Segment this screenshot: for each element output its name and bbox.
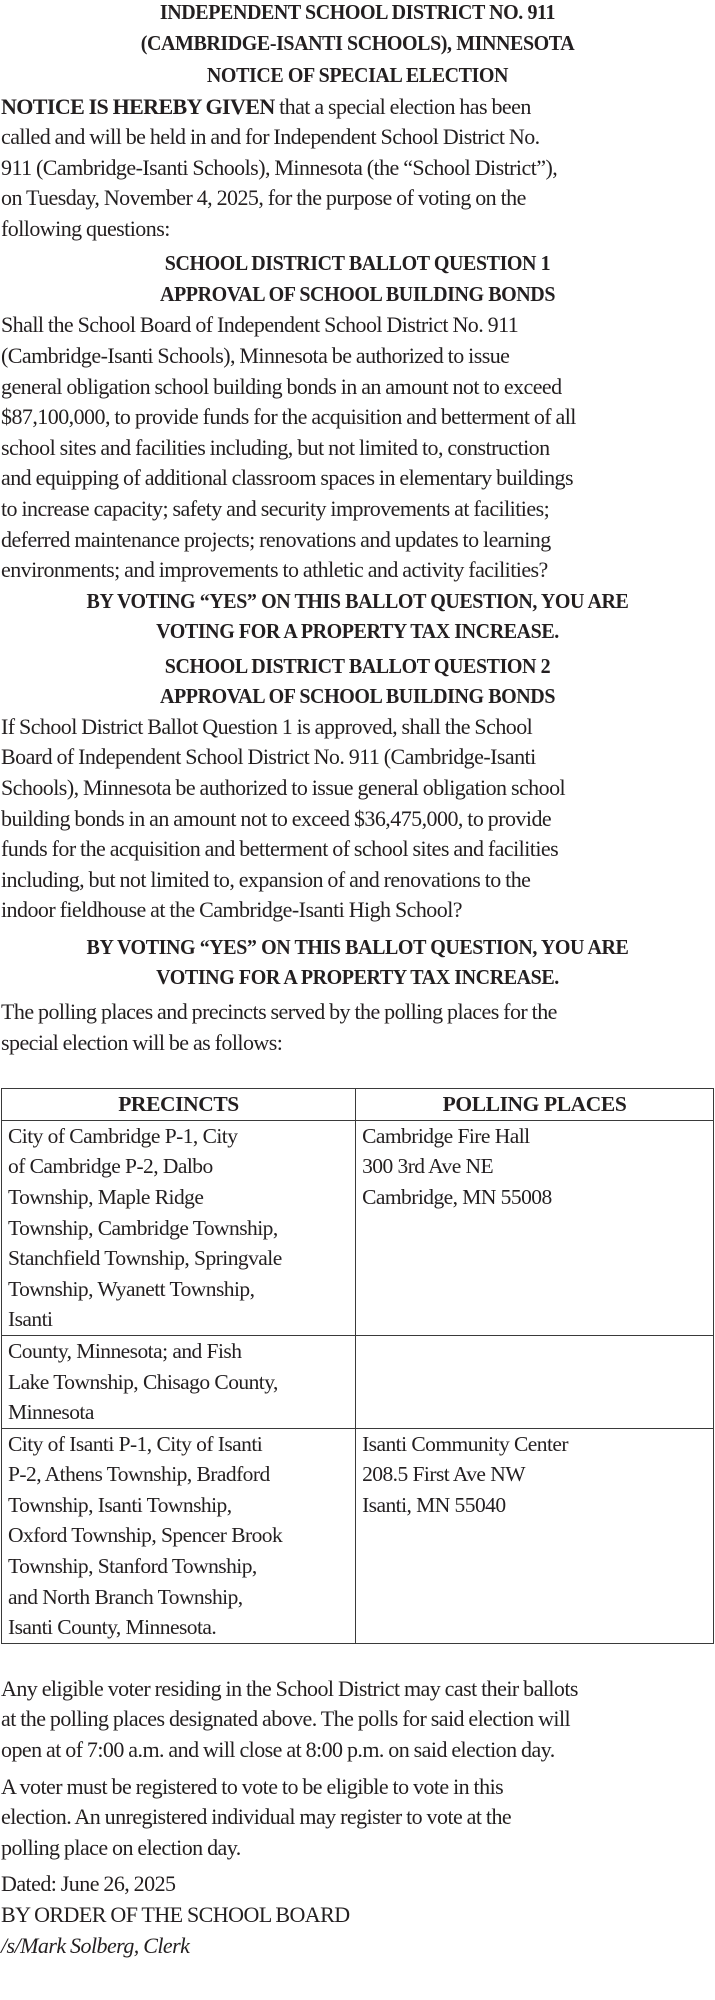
- question-2-text: [1, 712, 714, 926]
- polling-intro-line: special election will be as follows:: [1, 1029, 283, 1055]
- precinct-line: City of Isanti P-1, City of Isanti: [8, 1431, 263, 1456]
- question-2-tax-warning: BY VOTING “YES” ON THIS BALLOT QUESTION, YOU ARE: [86, 934, 629, 959]
- precinct-line: Township, Isanti Township,: [8, 1492, 232, 1517]
- precinct-line: Isanti: [8, 1307, 53, 1332]
- question-1-heading: SCHOOL DISTRICT BALLOT QUESTION 1: [164, 251, 551, 276]
- polling-intro-line: The polling places and precincts served by the polling places for the: [1, 998, 557, 1024]
- precinct-line: of Cambridge P-2, Dalbo: [8, 1154, 213, 1179]
- intro-line: 911 (Cambridge-Isanti Schools), Minnesota (the “School District”),: [1, 154, 558, 180]
- question-1-line: school sites and facilities including, but not limited to, construction: [1, 434, 550, 460]
- question-1-line: to increase capacity; safety and security improvements at facilities;: [1, 496, 550, 522]
- precinct-line: City of Cambridge P-1, City: [8, 1123, 238, 1148]
- ballot-question-1: [1, 248, 714, 646]
- question-1-text: [1, 310, 714, 585]
- polling-place-street: 208.5 First Ave NW: [362, 1462, 525, 1487]
- precincts-cell: [2, 1428, 356, 1643]
- precinct-line: Oxford Township, Spencer Brook: [8, 1523, 283, 1548]
- question-2-line: Board of Independent School District No. 911 (Cambridge-Isanti: [1, 744, 536, 770]
- district-subtitle: (CAMBRIDGE-ISANTI SCHOOLS), MINNESOTA: [140, 30, 575, 55]
- question-1-line: and equipping of additional classroom spaces in elementary buildings: [1, 465, 574, 491]
- question-1-line: general obligation school building bonds in an amount not to exceed: [1, 373, 562, 399]
- table-row: [2, 1335, 714, 1428]
- intro-lead: NOTICE IS HEREBY GIVEN: [1, 93, 275, 119]
- table-row: [2, 1428, 714, 1643]
- clerk-signature: /s/Mark Solberg, Clerk: [1, 1932, 190, 1958]
- question-2-line: indoor fieldhouse at the Cambridge-Isanti High School?: [1, 897, 462, 923]
- closing-line: A voter must be registered to vote to be eligible to vote in this: [1, 1773, 504, 1799]
- closing-line: Any eligible voter residing in the School District may cast their ballots: [1, 1675, 578, 1701]
- question-1-line: Shall the School Board of Independent School District No. 911: [1, 312, 519, 338]
- registration-paragraph: [1, 1772, 714, 1864]
- precinct-line: Township, Wyanett Township,: [8, 1276, 255, 1301]
- polling-place-cell: [356, 1428, 714, 1643]
- order-line: BY ORDER OF THE SCHOOL BOARD: [1, 1902, 350, 1927]
- question-2-heading: SCHOOL DISTRICT BALLOT QUESTION 2: [164, 653, 551, 678]
- intro-paragraph: [1, 92, 714, 245]
- precincts-cell: [2, 1335, 356, 1428]
- precinct-line: Isanti County, Minnesota.: [8, 1615, 217, 1640]
- precinct-line: Township, Maple Ridge: [8, 1184, 204, 1209]
- dated-line: Dated: June 26, 2025: [1, 1871, 176, 1897]
- question-1-line: (Cambridge-Isanti Schools), Minnesota be authorized to issue: [1, 343, 510, 369]
- question-2-line: If School District Ballot Question 1 is approved, shall the School: [1, 713, 533, 739]
- question-1-tax-warning: BY VOTING “YES” ON THIS BALLOT QUESTION, YOU ARE: [86, 588, 629, 613]
- notice-title: NOTICE OF SPECIAL ELECTION: [206, 63, 509, 87]
- precinct-line: Minnesota: [8, 1400, 94, 1425]
- polling-place-name: Isanti Community Center: [362, 1431, 568, 1456]
- question-2-line: including, but not limited to, expansion of and renovations to the: [1, 866, 531, 892]
- precinct-line: P-2, Athens Township, Bradford: [8, 1462, 270, 1487]
- district-name: INDEPENDENT SCHOOL DISTRICT NO. 911: [159, 0, 556, 24]
- polling-place-city: Isanti, MN 55040: [362, 1492, 506, 1517]
- question-2-subheading: APPROVAL OF SCHOOL BUILDING BONDS: [159, 684, 556, 709]
- closing-line: election. An unregistered individual may register to vote at the: [1, 1804, 512, 1830]
- precinct-line: Stanchfield Township, Springvale: [8, 1246, 282, 1271]
- polling-places-table: [1, 1088, 714, 1644]
- table-header-row: [2, 1089, 714, 1121]
- polling-intro: [1, 997, 714, 1058]
- question-1-tax-warning-2: VOTING FOR A PROPERTY TAX INCREASE.: [156, 619, 559, 644]
- polling-places-header: POLLING PLACES: [356, 1089, 714, 1121]
- question-1-line: environments; and improvements to athletic and activity facilities?: [1, 557, 548, 583]
- polling-place-name: Cambridge Fire Hall: [362, 1123, 530, 1148]
- question-2-line: Schools), Minnesota be authorized to issue general obligation school: [1, 775, 566, 800]
- question-2-line: building bonds in an amount not to exceed $36,475,000, to provide: [1, 805, 552, 831]
- precincts-header: PRECINCTS: [2, 1089, 356, 1121]
- polling-place-cell: [356, 1335, 714, 1428]
- closing-line: polling place on election day.: [1, 1834, 241, 1860]
- precinct-line: Township, Stanford Township,: [8, 1554, 257, 1579]
- signature-block: [1, 1869, 714, 1961]
- voting-hours-paragraph: [1, 1674, 714, 1766]
- closing-line: at the polling places designated above. The polls for said election will: [1, 1706, 571, 1732]
- table-row: [2, 1120, 714, 1335]
- polling-place-city: Cambridge, MN 55008: [362, 1184, 552, 1209]
- precinct-line: and North Branch Township,: [8, 1584, 243, 1609]
- question-2-line: funds for the acquisition and betterment of school sites and facilities: [1, 836, 559, 862]
- closing-line: open at of 7:00 a.m. and will close at 8:00 p.m. on said election day.: [1, 1737, 555, 1763]
- intro-line: called and will be held in and for Independent School District No.: [1, 124, 540, 150]
- question-1-subheading: APPROVAL OF SCHOOL BUILDING BONDS: [159, 281, 556, 306]
- polling-place-street: 300 3rd Ave NE: [362, 1154, 494, 1179]
- intro-line: on Tuesday, November 4, 2025, for the purpose of voting on the: [1, 185, 526, 211]
- question-1-line: deferred maintenance projects; renovations and updates to learning: [1, 526, 551, 552]
- precinct-line: County, Minnesota; and Fish: [8, 1338, 242, 1363]
- question-2-tax-warning-2: VOTING FOR A PROPERTY TAX INCREASE.: [156, 965, 559, 990]
- intro-line: following questions:: [1, 215, 170, 241]
- precinct-line: Township, Cambridge Township,: [8, 1215, 278, 1240]
- ballot-question-2: [1, 651, 714, 993]
- precincts-cell: [2, 1120, 356, 1335]
- intro-line: that a special election has been: [274, 93, 531, 119]
- precinct-line: Lake Township, Chisago County,: [8, 1369, 278, 1394]
- question-1-line: $87,100,000, to provide funds for the acquisition and betterment of all: [1, 404, 576, 430]
- polling-place-cell: [356, 1120, 714, 1335]
